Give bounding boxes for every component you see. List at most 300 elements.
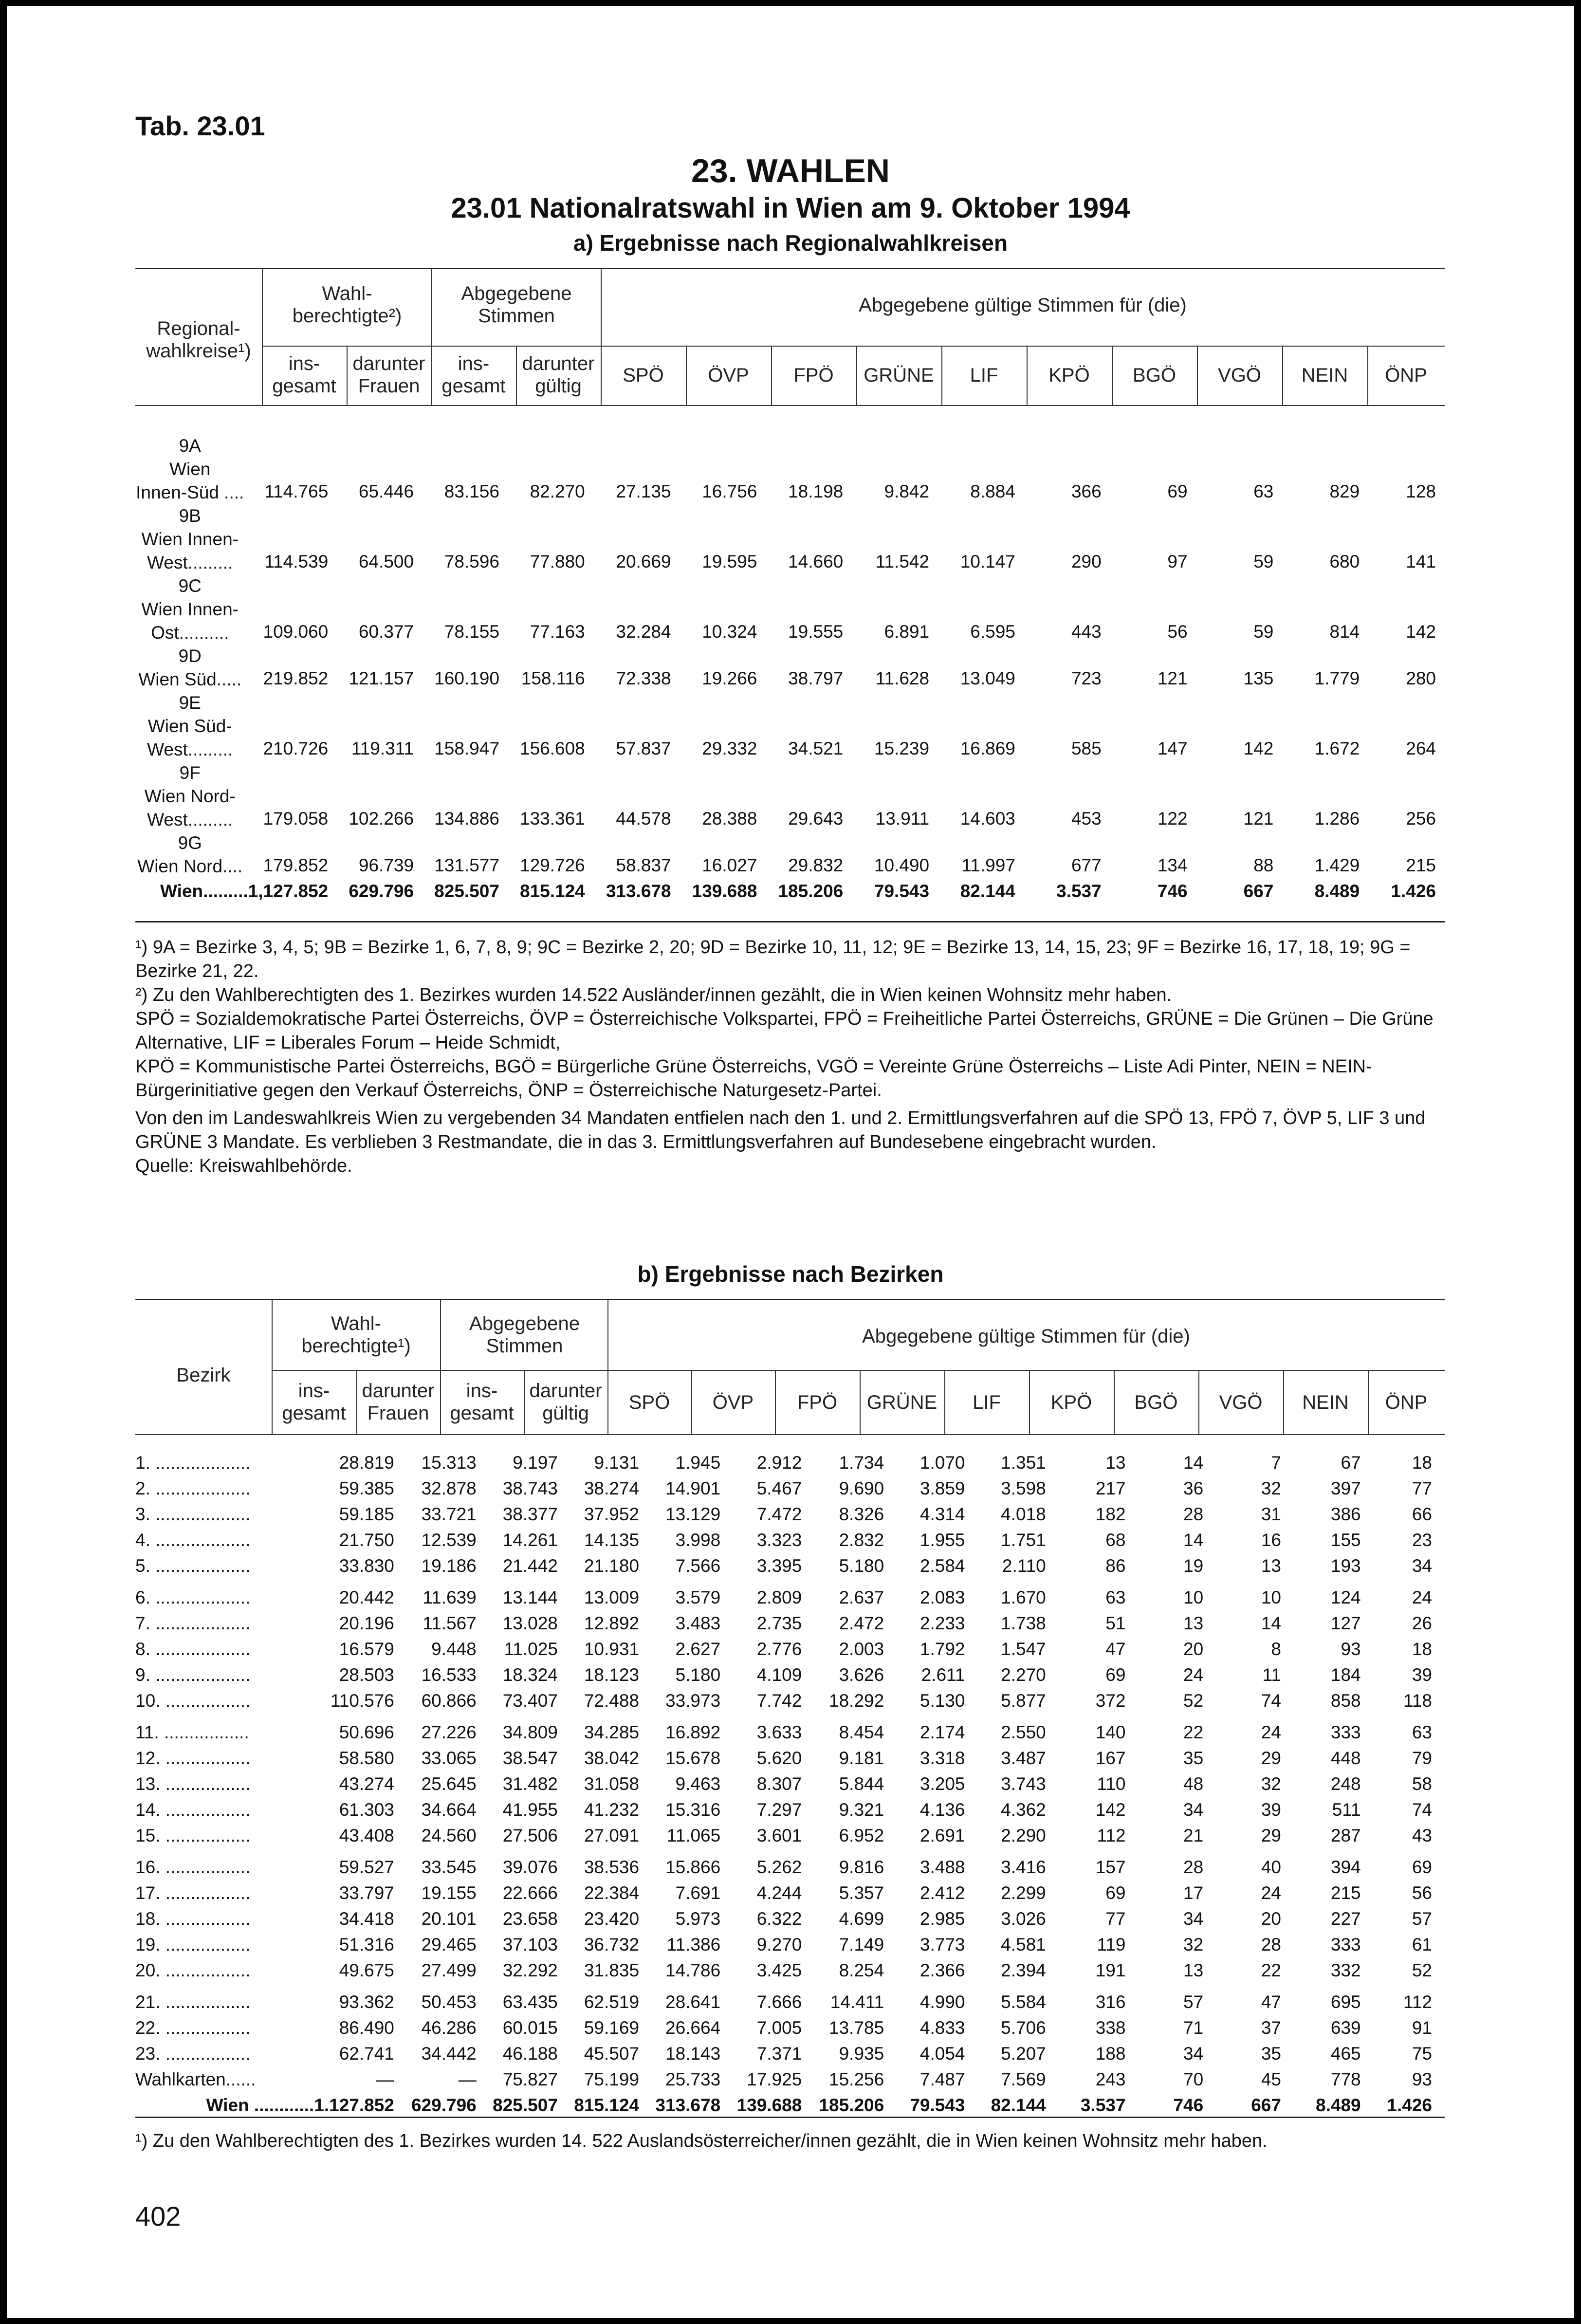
table-cell: 3.488 <box>919 1857 965 1877</box>
table-cell: 14.901 <box>665 1478 721 1498</box>
total-row <box>135 878 1436 904</box>
table-cell: 680 <box>1329 552 1360 572</box>
table-cell: 52 <box>1183 1691 1204 1711</box>
table-cell: 5.207 <box>1001 2044 1046 2064</box>
header-wahlberechtigte: Wahl-berechtigte²) <box>292 283 402 327</box>
table-cell: 158.116 <box>521 668 585 688</box>
grid-line <box>347 346 348 405</box>
table-cell: 16.533 <box>421 1665 477 1685</box>
table-cell: 64.500 <box>358 552 414 572</box>
table-cell: 4.109 <box>756 1665 802 1685</box>
table-cell: 43.274 <box>339 1774 394 1794</box>
grid-line <box>440 1299 441 1434</box>
table-cell: 3.318 <box>919 1748 965 1768</box>
header-party: KPÖ <box>1048 365 1090 386</box>
table-row <box>135 1932 1432 1957</box>
table-cell: 38.536 <box>584 1857 640 1877</box>
table-cell: 32.292 <box>502 1960 558 1980</box>
table-cell: 97 <box>1167 552 1188 572</box>
table-cell: 77 <box>1412 1478 1432 1498</box>
table-cell: 8.326 <box>839 1504 884 1524</box>
table-cell: 114.539 <box>264 552 329 572</box>
table-cell: 1.955 <box>919 1530 965 1550</box>
table-cell: 60.015 <box>502 2018 558 2038</box>
table-cell: 58.580 <box>339 1748 394 1768</box>
row-label <box>135 1848 269 1880</box>
table-cell: 47 <box>1105 1639 1126 1659</box>
table-cell: 63 <box>1412 1722 1432 1742</box>
table-cell: 23.658 <box>502 1909 558 1929</box>
table-row <box>135 574 1436 645</box>
table-cell: 59 <box>1253 552 1274 572</box>
table-cell: 37.952 <box>584 1504 640 1524</box>
row-label-line: 21. ................. <box>135 1992 251 2012</box>
table-cell: 51.316 <box>339 1935 394 1955</box>
table-cell: 28 <box>1183 1504 1204 1524</box>
table-cell: 184 <box>1330 1665 1361 1685</box>
table-cell: 11.567 <box>423 1613 477 1633</box>
table-cell: 243 <box>1095 2069 1126 2089</box>
table-row <box>135 1450 1432 1476</box>
table-cell: 61.303 <box>339 1800 394 1820</box>
table-cell: 51 <box>1105 1613 1126 1633</box>
header-insgesamt-b: ins-gesamt <box>282 1380 346 1424</box>
row-label-line: Ost.......... <box>151 623 229 643</box>
table-row <box>135 691 1436 761</box>
table-cell: 1.670 <box>1001 1587 1046 1607</box>
table-cell: 9.197 <box>513 1453 558 1473</box>
row-label-line: Wien Innen- <box>141 599 239 619</box>
table-cell: 179.852 <box>263 855 329 875</box>
table-cell: 32.878 <box>421 1478 477 1498</box>
table-cell: 86.490 <box>339 2018 394 2038</box>
table-cell: 77.880 <box>530 552 585 572</box>
table-cell: 27.499 <box>421 1960 477 1980</box>
table-cell: 5.877 <box>1001 1691 1046 1711</box>
table-cell: 59.185 <box>339 1504 394 1524</box>
page-number: 402 <box>135 2201 181 2232</box>
table-cell: 14.660 <box>788 552 844 572</box>
table-cell: 58.837 <box>616 855 671 875</box>
table-cell: 20.442 <box>339 1587 394 1607</box>
row-label <box>135 1714 269 1745</box>
table-cell: 16.892 <box>665 1722 721 1742</box>
table-cell: 217 <box>1095 1478 1126 1498</box>
table-cell: 7.666 <box>756 1992 802 2012</box>
row-label-line: Wien Süd- <box>147 716 232 736</box>
table-cell: 72.338 <box>616 668 671 688</box>
table-cell: 46.188 <box>502 2044 558 2064</box>
row-label <box>135 1476 269 1501</box>
table-cell: 3.598 <box>1001 1478 1046 1498</box>
table-cell: 24 <box>1412 1587 1432 1607</box>
table-row <box>135 1848 1432 1880</box>
row-label <box>135 1957 269 1983</box>
table-cell: 59.169 <box>584 2018 640 2038</box>
table-cell: 134 <box>1157 855 1188 875</box>
rule-header-bottom-b <box>135 1434 1445 1435</box>
table-cell: 2.472 <box>839 1613 884 1633</box>
table-cell: 2.550 <box>1001 1722 1046 1742</box>
table-cell: 121.157 <box>349 668 414 688</box>
row-label-line: 11. ................. <box>135 1722 249 1742</box>
table-cell: 83.156 <box>444 481 499 501</box>
table-cell: 5.706 <box>1001 2018 1046 2038</box>
rule-top-b <box>135 1299 1445 1300</box>
table-cell: 13 <box>1183 1613 1204 1633</box>
table-cell: 93 <box>1341 1639 1361 1659</box>
table-cell: 14.411 <box>830 1992 884 2012</box>
table-cell: 35 <box>1261 2044 1281 2064</box>
header-insgesamt-b2: ins-gesamt <box>450 1380 514 1424</box>
table-cell: 338 <box>1095 2018 1126 2038</box>
row-label-line: 17. ................. <box>135 1883 251 1903</box>
header-gueltige: Abgegebene gültige Stimmen für (die) <box>859 295 1187 316</box>
table-cell: 1.751 <box>1001 1530 1046 1550</box>
table-row <box>135 1906 1432 1932</box>
table-cell: 39.076 <box>502 1857 558 1877</box>
table-cell: 82.270 <box>530 481 585 501</box>
table-cell: 210.726 <box>263 738 329 758</box>
total-cell: 185.206 <box>778 881 844 901</box>
table-cell: 11.025 <box>504 1639 558 1659</box>
table-cell: 67 <box>1341 1453 1361 1473</box>
regional-results-table <box>135 434 1436 904</box>
row-label <box>135 1983 269 2015</box>
table-cell: 102.266 <box>349 809 414 829</box>
table-cell: 5.130 <box>919 1691 965 1711</box>
table-cell: 8 <box>1271 1639 1281 1659</box>
table-cell: 23 <box>1412 1530 1432 1550</box>
table-cell: 13.785 <box>829 2018 884 2038</box>
table-cell: 24 <box>1261 1722 1281 1742</box>
table-cell: 372 <box>1095 1691 1126 1711</box>
table-row <box>135 1636 1432 1662</box>
row-label-line: Wien Nord.... <box>137 856 243 876</box>
table-cell: 639 <box>1330 2018 1361 2038</box>
table-cell: 119.311 <box>351 738 414 758</box>
rule-top <box>135 268 1445 269</box>
header-party: FPÖ <box>793 365 834 386</box>
table-cell: 1.351 <box>1001 1453 1046 1473</box>
table-cell: 1.779 <box>1314 668 1360 688</box>
table-cell: 141 <box>1406 552 1436 572</box>
table-cell: 121 <box>1243 809 1274 829</box>
table-cell: 15.239 <box>874 738 930 758</box>
table-cell: 858 <box>1330 1691 1361 1711</box>
table-cell: 59 <box>1253 622 1274 642</box>
table-cell: 112 <box>1097 1826 1126 1845</box>
table-cell: 8.307 <box>756 1774 802 1794</box>
total-cell: 815.124 <box>574 2095 640 2115</box>
table-row <box>135 1579 1432 1610</box>
row-label-line: 1. ................... <box>135 1453 251 1473</box>
source-note: Quelle: Kreiswahlbehörde. <box>135 1156 352 1176</box>
table-cell: 24 <box>1183 1665 1204 1685</box>
table-cell: 134.886 <box>434 809 499 829</box>
table-cell: 28.819 <box>339 1453 394 1473</box>
total-label: Wien ............1.127.852 <box>206 2095 394 2115</box>
notes-a <box>135 936 1445 1178</box>
header-party: LIF <box>970 365 998 386</box>
table-cell: 34 <box>1183 2044 1204 2064</box>
table-cell: 448 <box>1330 1748 1361 1768</box>
table-cell: 62.519 <box>584 1992 640 2012</box>
total-cell: 1.426 <box>1391 881 1436 901</box>
table-cell: 695 <box>1330 1992 1361 2012</box>
header-gueltige-b: Abgegebene gültige Stimmen für (die) <box>862 1326 1190 1347</box>
table-cell: 27.091 <box>584 1826 640 1845</box>
table-cell: 3.483 <box>675 1613 721 1633</box>
table-cell: 22.666 <box>502 1883 558 1903</box>
row-label-line: Wien Süd..... <box>138 669 242 689</box>
table-cell: 59.385 <box>339 1478 394 1498</box>
header-party: GRÜNE <box>866 1392 938 1413</box>
header-abgegebene-b: Abgegebene Stimmen <box>469 1313 580 1357</box>
table-cell: 27.135 <box>616 481 671 501</box>
table-cell: 10 <box>1183 1587 1204 1607</box>
table-cell: 131.577 <box>434 855 499 875</box>
table-cell: 2.366 <box>919 1960 965 1980</box>
table-cell: 2.270 <box>1001 1665 1046 1685</box>
header-abgegebene: Abgegebene Stimmen <box>461 283 572 327</box>
table-cell: 21.180 <box>584 1556 640 1576</box>
total-cell: 667 <box>1243 881 1274 901</box>
table-cell: 20.669 <box>616 552 671 572</box>
table-cell: 34.521 <box>788 738 844 758</box>
table-cell: 56 <box>1412 1883 1432 1903</box>
table-cell: 7.742 <box>756 1691 802 1711</box>
table-cell: 316 <box>1095 1992 1126 2012</box>
table-cell: 3.859 <box>919 1478 965 1498</box>
table-cell: 20 <box>1261 1909 1281 1929</box>
table-cell: 5.973 <box>675 1909 721 1929</box>
table-cell: 127 <box>1330 1613 1361 1633</box>
total-cell: 8.489 <box>1316 2095 1361 2115</box>
table-cell: 34 <box>1183 1909 1204 1929</box>
table-cell: 71 <box>1183 2018 1204 2038</box>
table-cell: 18 <box>1412 1453 1432 1473</box>
table-cell: 156.608 <box>520 738 585 758</box>
row-label <box>135 1501 269 1527</box>
table-cell: 9.816 <box>839 1857 884 1877</box>
table-cell: 29 <box>1261 1748 1281 1768</box>
grid-line <box>607 1299 608 1434</box>
chapter-title: 23. WAHLEN <box>691 152 890 189</box>
row-label-line: West......... <box>147 739 233 759</box>
table-cell: 12.539 <box>421 1530 477 1550</box>
row-label-line: 4. ................... <box>135 1530 251 1550</box>
table-cell: 1.286 <box>1314 809 1360 829</box>
footnote-b: ¹) Zu den Wahlberechtigten des 1. Bezirkes wurden 14. 522 Auslandsösterreicher/innen gezählt, die in Wien keinen Wohnsitz mehr haben. <box>135 2131 1268 2151</box>
table-cell: 1.070 <box>919 1453 965 1473</box>
table-cell: 2.776 <box>756 1639 802 1659</box>
table-row <box>135 1797 1432 1823</box>
total-cell: 82.144 <box>991 2095 1046 2115</box>
table-cell: 18.324 <box>502 1665 558 1685</box>
header-party: GRÜNE <box>864 365 934 386</box>
table-cell: 18.123 <box>584 1665 640 1685</box>
table-cell: 511 <box>1332 1800 1361 1820</box>
table-cell: 1.672 <box>1314 738 1360 758</box>
row-label <box>135 1662 269 1688</box>
table-cell: 21 <box>1183 1826 1204 1845</box>
table-cell: 366 <box>1071 481 1102 501</box>
table-cell: 4.136 <box>919 1800 965 1820</box>
district-results-table <box>135 1450 1432 2118</box>
table-cell: 28.388 <box>702 809 757 829</box>
table-cell: 110.576 <box>330 1691 394 1711</box>
table-cell: 6.595 <box>970 622 1015 642</box>
table-cell: 3.633 <box>756 1722 802 1742</box>
table-cell: 8.454 <box>839 1722 884 1742</box>
table-cell: 2.299 <box>1001 1883 1046 1903</box>
table-cell: 69 <box>1105 1883 1126 1903</box>
total-cell: 313.678 <box>606 881 671 901</box>
table-cell: 35 <box>1183 1748 1204 1768</box>
table-cell: 264 <box>1406 738 1436 758</box>
table-cell: 157 <box>1095 1857 1126 1877</box>
table-cell: 4.314 <box>919 1504 965 1524</box>
table-cell: 48 <box>1183 1774 1204 1794</box>
table-cell: 11.542 <box>875 552 930 572</box>
table-cell: 9.935 <box>839 2044 884 2064</box>
table-cell: 2.627 <box>675 1639 721 1659</box>
table-cell: 63 <box>1253 481 1274 501</box>
rule-table-b-bottom <box>135 2117 1445 2118</box>
table-cell: 3.773 <box>919 1935 965 1955</box>
rule-header-mid-b <box>272 1370 1445 1371</box>
table-cell: 585 <box>1071 738 1102 758</box>
table-cell: 38.547 <box>502 1748 558 1768</box>
table-cell: 50.696 <box>339 1722 394 1742</box>
table-cell: 160.190 <box>434 668 499 688</box>
table-cell: 4.362 <box>1001 1800 1046 1820</box>
table-cell: 10.324 <box>702 622 757 642</box>
row-label <box>135 2015 269 2041</box>
table-cell: 70 <box>1183 2069 1204 2089</box>
table-cell: 3.425 <box>756 1960 802 1980</box>
table-cell: 7.487 <box>919 2069 965 2089</box>
table-row <box>135 2041 1432 2066</box>
table-cell: 62.741 <box>339 2044 394 2064</box>
row-label <box>135 574 244 645</box>
table-cell: 59.527 <box>339 1857 394 1877</box>
table-cell: 4.699 <box>839 1909 884 1929</box>
header-gueltig: darunter gültig <box>522 353 595 397</box>
table-cell: 38.274 <box>584 1478 640 1498</box>
table-cell: 11.386 <box>666 1935 721 1955</box>
table-cell: 2.083 <box>919 1587 965 1607</box>
total-cell: 629.796 <box>411 2095 477 2115</box>
table-cell: 15.866 <box>665 1857 721 1877</box>
table-row <box>135 2066 1432 2092</box>
table-cell: 1.734 <box>839 1453 884 1473</box>
table-cell: 13.009 <box>584 1587 640 1607</box>
table-cell: 4.833 <box>919 2018 965 2038</box>
table-row <box>135 1957 1432 1983</box>
footnote-wahlberechtigte: ²) Zu den Wahlberechtigten des 1. Bezirkes wurden 14.522 Ausländer/innen gezählt, die in Wien keinen Wohnsitz mehr haben. <box>135 985 1172 1005</box>
table-cell: 41.232 <box>584 1800 640 1820</box>
table-cell: 9.690 <box>839 1478 884 1498</box>
table-cell: 21.442 <box>502 1556 558 1576</box>
table-cell: 3.601 <box>756 1826 802 1845</box>
table-cell: 4.018 <box>1001 1504 1046 1524</box>
table-row <box>135 504 1436 574</box>
row-label-line: 16. ................. <box>135 1857 251 1877</box>
row-label-line: 9F <box>179 763 201 783</box>
table-cell: 142 <box>1243 738 1274 758</box>
table-cell: 9.463 <box>675 1774 721 1794</box>
table-cell: 32 <box>1261 1774 1281 1794</box>
header-party: ÖVP <box>712 1392 754 1413</box>
table-cell: 86 <box>1105 1556 1126 1576</box>
table-cell: 193 <box>1330 1556 1361 1576</box>
table-cell: 256 <box>1406 809 1436 829</box>
row-label-line: Wien Innen- <box>141 529 239 549</box>
total-cell: 185.206 <box>819 2095 884 2115</box>
table-row <box>135 434 1436 504</box>
table-cell: 8.254 <box>839 1960 884 1980</box>
table-cell: 15.678 <box>665 1748 721 1768</box>
total-cell: 667 <box>1251 2095 1281 2115</box>
row-label-line: 5. ................... <box>135 1556 251 1576</box>
table-cell: 386 <box>1330 1504 1361 1524</box>
header-party: LIF <box>973 1392 1001 1413</box>
table-cell: 5.262 <box>756 1857 802 1877</box>
table-cell: 723 <box>1071 668 1102 688</box>
table-cell: 778 <box>1330 2069 1361 2089</box>
table-cell: 3.626 <box>839 1665 884 1685</box>
table-cell: 34 <box>1183 1800 1204 1820</box>
table-cell: 33.973 <box>665 1691 721 1711</box>
table-cell: 27.226 <box>421 1722 477 1742</box>
table-cell: 4.054 <box>919 2044 965 2064</box>
row-label-line: West......... <box>147 810 233 830</box>
row-label <box>135 504 244 574</box>
row-label-line: 10. ................. <box>135 1691 251 1711</box>
table-cell: 93 <box>1412 2069 1432 2089</box>
table-cell: 19.186 <box>421 1556 477 1576</box>
total-cell: 746 <box>1173 2095 1204 2115</box>
footnote-regions: ¹) 9A = Bezirke 3, 4, 5; 9B = Bezirke 1, 6, 7, 8, 9; 9C = Bezirke 2, 20; 9D = Bezirke 10, 11, 12; 9E = Bezirke 13, 14, 15, 23; 9F = Bezirke 16, 17, 18, 19; 9G = Bezirke 21, 22. <box>135 937 1411 981</box>
header-bezirk: Bezirk <box>176 1365 231 1386</box>
rule-header-mid <box>262 346 1445 347</box>
table-cell: 7.371 <box>756 2044 802 2064</box>
table-cell: 7 <box>1271 1453 1281 1473</box>
row-label <box>135 1636 269 1662</box>
table-cell: 443 <box>1071 622 1102 642</box>
table-cell: 2.912 <box>756 1453 802 1473</box>
total-cell: 8.489 <box>1314 881 1360 901</box>
table-cell: 36 <box>1183 1478 1204 1498</box>
table-cell: 14 <box>1183 1453 1204 1473</box>
table-cell: 6.322 <box>756 1909 802 1929</box>
table-cell: 677 <box>1071 855 1102 875</box>
table-cell: 2.832 <box>839 1530 884 1550</box>
table-cell: 75 <box>1412 2044 1432 2064</box>
table-cell: 17.925 <box>747 2069 802 2089</box>
header-wahlberechtigte-b: Wahl-berechtigte¹) <box>301 1313 411 1357</box>
table-cell: 25.733 <box>665 2069 721 2089</box>
table-cell: 57.837 <box>616 738 671 758</box>
table-cell: 34.442 <box>421 2044 477 2064</box>
table-cell: 2.735 <box>756 1613 802 1633</box>
table-cell: 9.842 <box>884 481 930 501</box>
row-label-line: 9. ................... <box>135 1665 251 1685</box>
total-cell: 139.688 <box>692 881 757 901</box>
row-label-line: 9C <box>178 576 202 596</box>
